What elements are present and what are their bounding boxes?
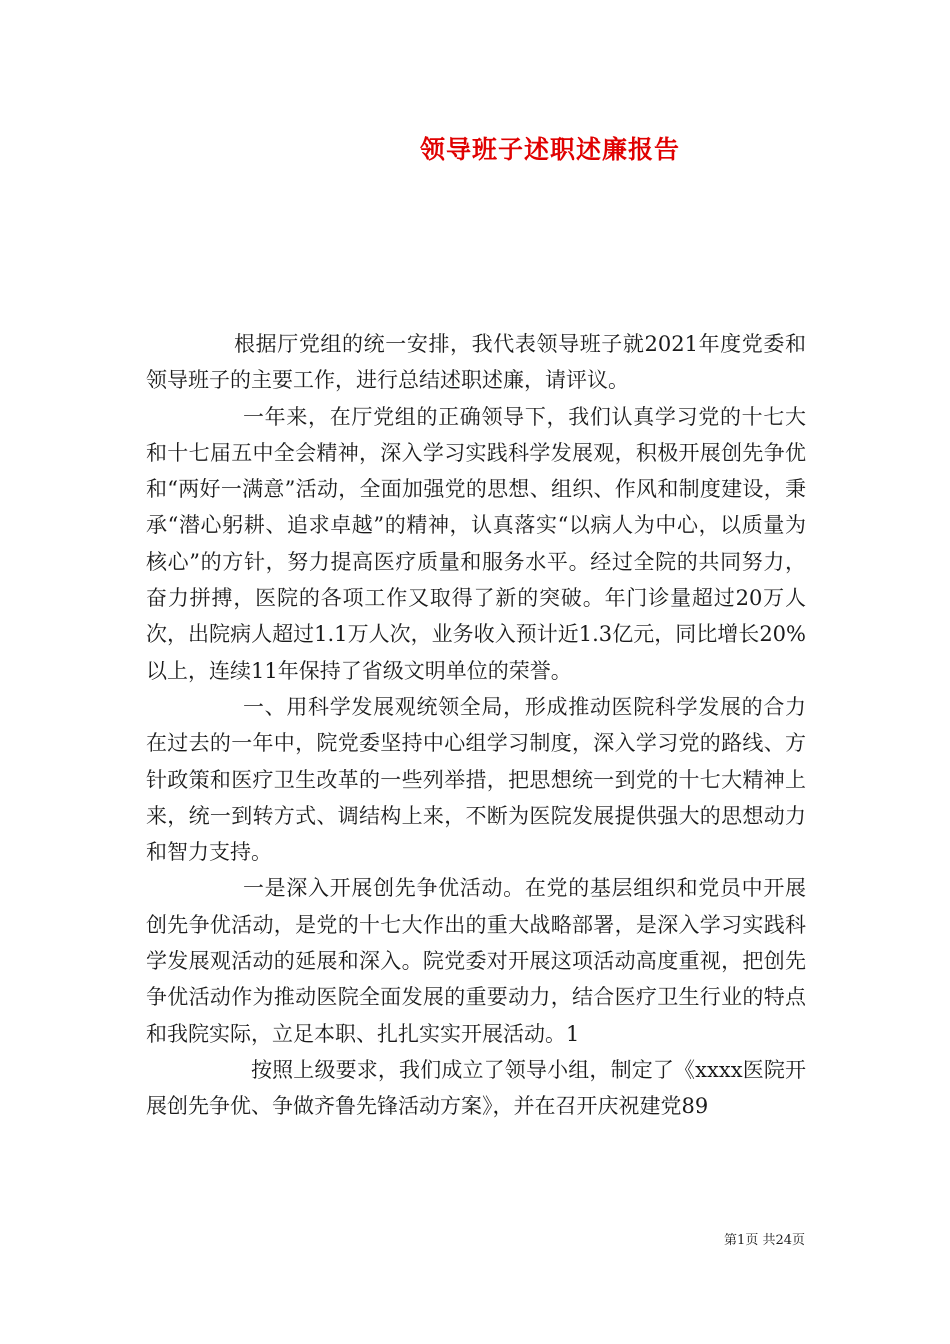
paragraph-section-one: 一、用科学发展观统领全局，形成推动医院科学发展的合力在过去的一年中，院党委坚持中心组学习制度，深入学习党的路线、方针政策和医疗卫生改革的一些列举措，把思想统一到党的十七大精神上来，统一到转方式、调结构上来，不断为医院发展提供强大的思想动力和智力支持。: [146, 694, 806, 865]
document-title: 领导班子述职述廉报告: [419, 135, 680, 164]
page-number-footer: 第1页 共24页: [724, 1233, 805, 1248]
document-body: [146, 326, 806, 1125]
paragraph-overview: 一年来，在厅党组的正确领导下，我们认真学习党的十七大和十七届五中全会精神，深入学习实践科学发展观，积极开展创先争优和“两好一满意”活动，全面加强党的思想、组织、作风和制度建设，秉承“潜心躬耕、追求卓越”的精神，认真落实“以病人为中心，以质量为核心”的方针，努力提高医疗质量和服务水平。经过全院的共同努力，奋力拼搏，医院的各项工作又取得了新的突破。年门诊量超过20万人次，出院病人超过1.1万人次，业务收入预计近1.3亿元，同比增长20%以上，连续11年保持了省级文明单位的荣誉。: [146, 404, 806, 683]
paragraph-point-one: 一是深入开展创先争优活动。在党的基层组织和党员中开展创先争优活动，是党的十七大作出的重大战略部署，是深入学习实践科学发展观活动的延展和深入。院党委对开展这项活动高度重视，把创先争优活动作为推动医院全面发展的重要动力，结合医疗卫生行业的特点和我院实际，立足本职、扎扎实实开展活动。1: [146, 876, 806, 1046]
paragraph-intro: 根据厅党组的统一安排，我代表领导班子就2021年度党委和领导班子的主要工作，进行总结述职述廉，请评议。: [146, 332, 806, 393]
paragraph-leadership-group: 按照上级要求，我们成立了领导小组，制定了《xxxx医院开展创先争优、争做齐鲁先锋活动方案》，并在召开庆祝建党89: [146, 1057, 806, 1119]
